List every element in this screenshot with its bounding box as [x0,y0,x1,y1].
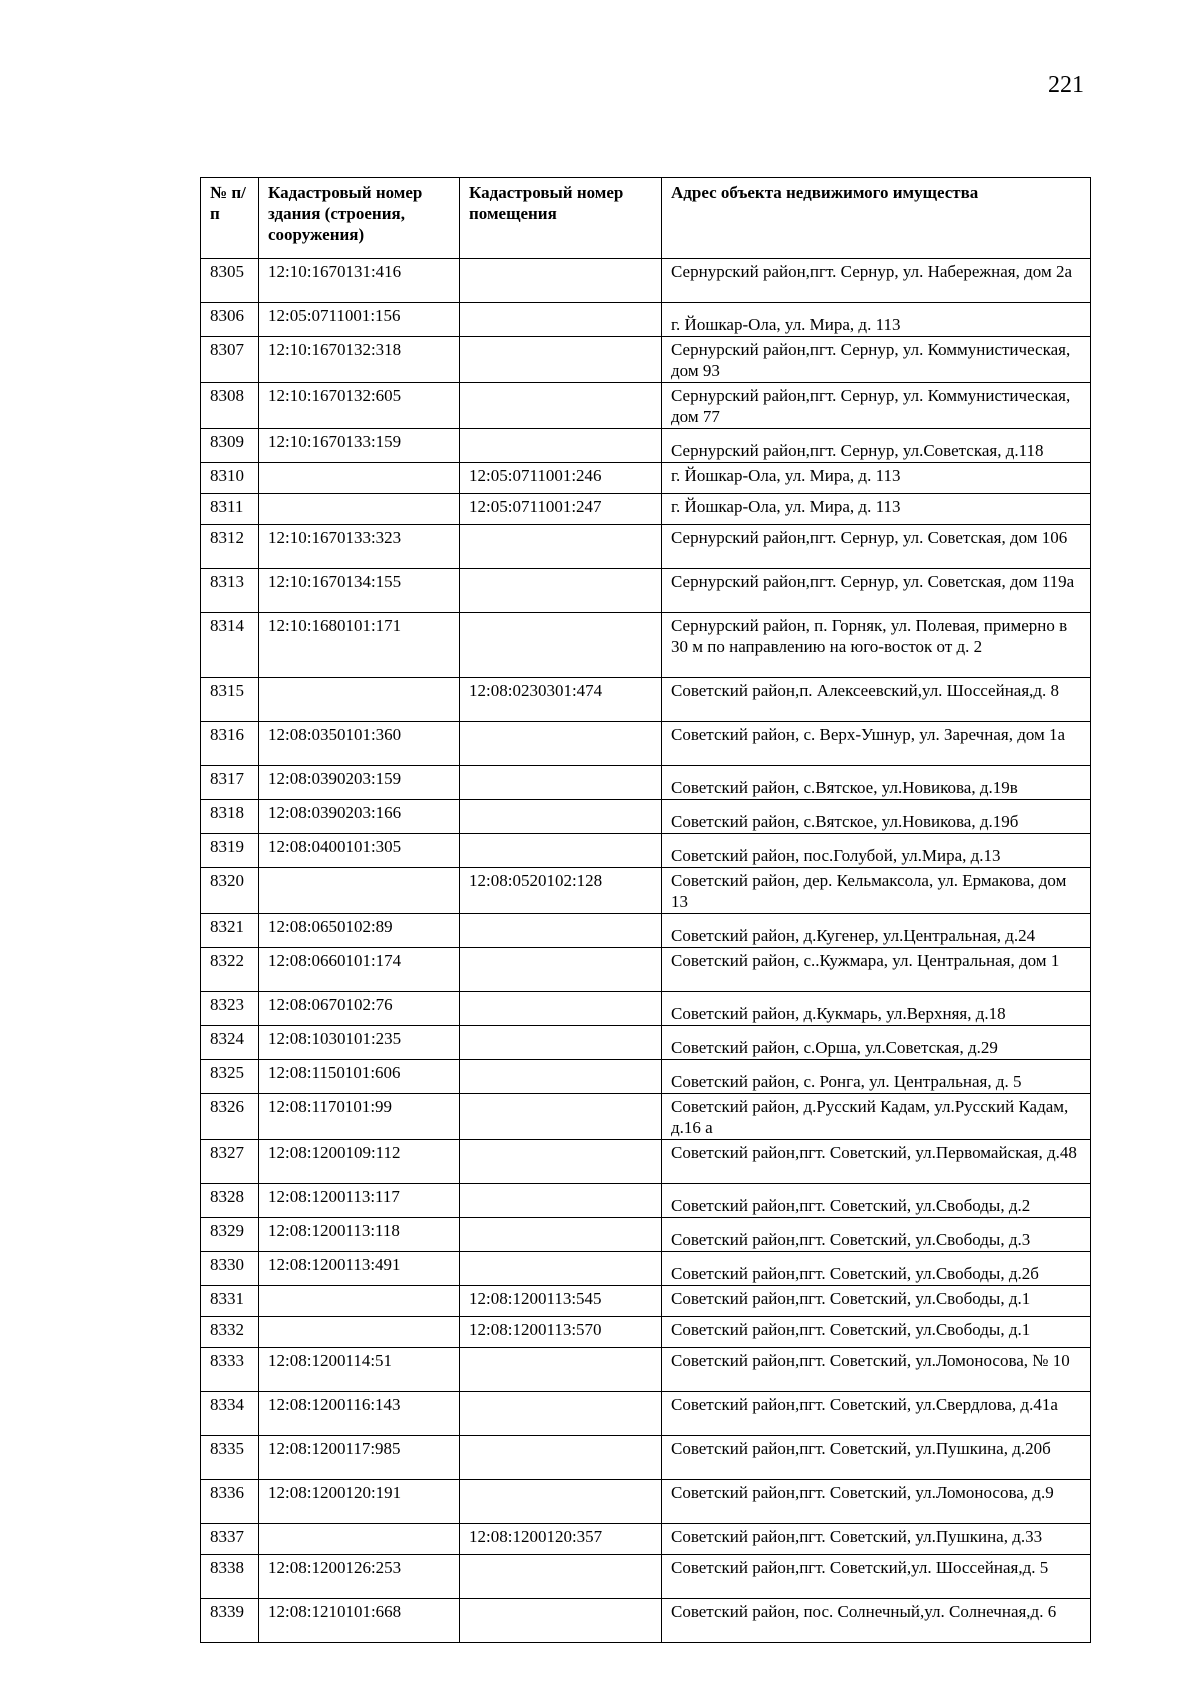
cell-building-cadastral [259,1286,460,1317]
cell-building-cadastral: 12:08:1210101:668 [259,1599,460,1643]
cell-building-cadastral: 12:08:1200117:985 [259,1436,460,1480]
cell-building-cadastral [259,494,460,525]
cell-num: 8337 [201,1524,259,1555]
cell-premise-cadastral [460,1555,662,1599]
cell-address: Сернурский район,пгт. Сернур, ул. Коммунистическая, дом 93 [662,337,1091,383]
cell-address: г. Йошкар-Ола, ул. Мира, д. 113 [662,303,1091,337]
header-premise-cadastral: Кадастровый номер помещения [460,178,662,259]
cell-premise-cadastral [460,1140,662,1184]
cell-premise-cadastral [460,1599,662,1643]
cell-address: Советский район, д.Кугенер, ул.Центральная, д.24 [662,914,1091,948]
cell-building-cadastral [259,868,460,914]
cell-premise-cadastral [460,303,662,337]
cell-building-cadastral: 12:08:0400101:305 [259,834,460,868]
cell-address: Советский район,пгт. Советский, ул.Свободы, д.3 [662,1218,1091,1252]
table-row [201,259,1091,303]
cell-address: Советский район,пгт. Советский, ул.Свободы, д.1 [662,1286,1091,1317]
cell-building-cadastral: 12:08:1200113:117 [259,1184,460,1218]
cell-building-cadastral: 12:08:1200113:118 [259,1218,460,1252]
cell-address: Советский район, с..Кужмара, ул. Центральная, дом 1 [662,948,1091,992]
cell-address: Советский район,пгт. Советский, ул.Первомайская, д.48 [662,1140,1091,1184]
cell-num: 8307 [201,337,259,383]
table-row [201,1140,1091,1184]
cell-address: Сернурский район,пгт. Сернур, ул.Советская, д.118 [662,429,1091,463]
cell-num: 8328 [201,1184,259,1218]
cell-building-cadastral: 12:10:1670132:318 [259,337,460,383]
header-building-cadastral: Кадастровый номер здания (строения, сооружения) [259,178,460,259]
cell-address: Советский район,пгт. Советский, ул.Ломоносова, д.9 [662,1480,1091,1524]
table-header-row [201,178,1091,259]
cell-building-cadastral [259,1524,460,1555]
cell-num: 8335 [201,1436,259,1480]
table-row [201,766,1091,800]
table-row [201,1252,1091,1286]
cell-num: 8318 [201,800,259,834]
cell-num: 8336 [201,1480,259,1524]
table-row [201,1436,1091,1480]
table-row [201,525,1091,569]
cell-building-cadastral: 12:08:1200113:491 [259,1252,460,1286]
cell-address: Советский район, с.Орша, ул.Советская, д.29 [662,1026,1091,1060]
cell-address: Советский район, пос. Солнечный,ул. Солнечная,д. 6 [662,1599,1091,1643]
cell-address: Советский район,пгт. Советский,ул. Шоссейная,д. 5 [662,1555,1091,1599]
cell-premise-cadastral [460,1060,662,1094]
cell-num: 8308 [201,383,259,429]
cell-num: 8323 [201,992,259,1026]
cell-building-cadastral: 12:10:1670133:323 [259,525,460,569]
cell-premise-cadastral [460,722,662,766]
cell-address: Советский район,пгт. Советский, ул.Ломоносова, № 10 [662,1348,1091,1392]
cell-premise-cadastral [460,613,662,678]
table-row [201,383,1091,429]
cell-num: 8316 [201,722,259,766]
cell-num: 8313 [201,569,259,613]
cell-num: 8312 [201,525,259,569]
cell-address: Советский район,пгт. Советский, ул.Свободы, д.2 [662,1184,1091,1218]
table-row [201,463,1091,494]
cell-premise-cadastral [460,1026,662,1060]
cell-building-cadastral: 12:10:1670131:416 [259,259,460,303]
cell-premise-cadastral [460,834,662,868]
cell-building-cadastral: 12:05:0711001:156 [259,303,460,337]
table-row [201,1286,1091,1317]
cell-building-cadastral: 12:08:0350101:360 [259,722,460,766]
cell-premise-cadastral [460,1252,662,1286]
cell-building-cadastral: 12:08:0390203:166 [259,800,460,834]
cell-num: 8327 [201,1140,259,1184]
table-row [201,1555,1091,1599]
cell-premise-cadastral [460,1094,662,1140]
cell-premise-cadastral [460,525,662,569]
cell-premise-cadastral [460,259,662,303]
cell-building-cadastral: 12:08:0650102:89 [259,914,460,948]
cell-num: 8325 [201,1060,259,1094]
cell-building-cadastral: 12:10:1670133:159 [259,429,460,463]
cell-num: 8305 [201,259,259,303]
cell-num: 8320 [201,868,259,914]
table-row [201,1026,1091,1060]
cell-address: Советский район, д.Русский Кадам, ул.Русский Кадам, д.16 а [662,1094,1091,1140]
cell-address: Советский район, д.Кукмарь, ул.Верхняя, д.18 [662,992,1091,1026]
cell-premise-cadastral [460,1480,662,1524]
cell-premise-cadastral [460,948,662,992]
cell-num: 8314 [201,613,259,678]
cell-num: 8324 [201,1026,259,1060]
table-row [201,569,1091,613]
cell-address: Сернурский район,пгт. Сернур, ул. Советская, дом 106 [662,525,1091,569]
cell-address: Сернурский район,пгт. Сернур, ул. Коммунистическая, дом 77 [662,383,1091,429]
cell-building-cadastral: 12:08:0660101:174 [259,948,460,992]
table-row [201,303,1091,337]
header-address: Адрес объекта недвижимого имущества [662,178,1091,259]
table-row [201,800,1091,834]
table-row [201,992,1091,1026]
cell-building-cadastral: 12:10:1680101:171 [259,613,460,678]
cell-num: 8326 [201,1094,259,1140]
property-table [200,177,1091,1643]
header-num: № п/п [201,178,259,259]
cell-address: г. Йошкар-Ола, ул. Мира, д. 113 [662,463,1091,494]
table-row [201,1392,1091,1436]
table-row [201,1094,1091,1140]
cell-num: 8334 [201,1392,259,1436]
cell-building-cadastral: 12:08:1170101:99 [259,1094,460,1140]
cell-premise-cadastral: 12:08:1200113:570 [460,1317,662,1348]
cell-address: Сернурский район,пгт. Сернур, ул. Набережная, дом 2а [662,259,1091,303]
cell-building-cadastral: 12:08:1150101:606 [259,1060,460,1094]
table-row [201,1480,1091,1524]
table-row [201,722,1091,766]
cell-num: 8333 [201,1348,259,1392]
cell-building-cadastral: 12:08:1200120:191 [259,1480,460,1524]
cell-address: Советский район, с.Вятское, ул.Новикова, д.19б [662,800,1091,834]
cell-premise-cadastral [460,429,662,463]
cell-premise-cadastral: 12:05:0711001:247 [460,494,662,525]
cell-premise-cadastral: 12:05:0711001:246 [460,463,662,494]
cell-num: 8317 [201,766,259,800]
cell-num: 8306 [201,303,259,337]
table-row [201,1184,1091,1218]
cell-premise-cadastral [460,1392,662,1436]
cell-address: Сернурский район,пгт. Сернур, ул. Советская, дом 119а [662,569,1091,613]
page-number: 221 [1048,72,1084,98]
cell-num: 8330 [201,1252,259,1286]
cell-address: Советский район,пгт. Советский, ул.Свободы, д.1 [662,1317,1091,1348]
cell-address: Советский район, с. Верх-Ушнур, ул. Заречная, дом 1а [662,722,1091,766]
cell-premise-cadastral [460,1348,662,1392]
cell-num: 8315 [201,678,259,722]
cell-num: 8329 [201,1218,259,1252]
cell-address: Советский район,пгт. Советский, ул.Пушкина, д.33 [662,1524,1091,1555]
cell-premise-cadastral: 12:08:1200120:357 [460,1524,662,1555]
cell-premise-cadastral [460,766,662,800]
cell-address: Советский район,пгт. Советский, ул.Пушкина, д.20б [662,1436,1091,1480]
cell-building-cadastral: 12:08:1200109:112 [259,1140,460,1184]
cell-address: Советский район, дер. Кельмаксола, ул. Ермакова, дом 13 [662,868,1091,914]
cell-num: 8311 [201,494,259,525]
table-row [201,1218,1091,1252]
table-row [201,1060,1091,1094]
table-row [201,678,1091,722]
cell-building-cadastral: 12:08:1030101:235 [259,1026,460,1060]
cell-building-cadastral [259,678,460,722]
cell-premise-cadastral [460,800,662,834]
cell-building-cadastral [259,1317,460,1348]
cell-num: 8309 [201,429,259,463]
table-row [201,1348,1091,1392]
table-row [201,948,1091,992]
cell-building-cadastral: 12:08:1200116:143 [259,1392,460,1436]
table-row [201,914,1091,948]
cell-premise-cadastral [460,914,662,948]
cell-building-cadastral [259,463,460,494]
cell-building-cadastral: 12:10:1670132:605 [259,383,460,429]
cell-num: 8339 [201,1599,259,1643]
cell-building-cadastral: 12:08:1200126:253 [259,1555,460,1599]
table-row [201,1524,1091,1555]
cell-address: Советский район, пос.Голубой, ул.Мира, д.13 [662,834,1091,868]
cell-num: 8319 [201,834,259,868]
table-row [201,337,1091,383]
cell-num: 8332 [201,1317,259,1348]
cell-premise-cadastral [460,569,662,613]
cell-address: Сернурский район, п. Горняк, ул. Полевая, примерно в 30 м по направлению на юго-восток от д. 2 [662,613,1091,678]
cell-address: Советский район,п. Алексеевский,ул. Шоссейная,д. 8 [662,678,1091,722]
cell-building-cadastral: 12:08:0390203:159 [259,766,460,800]
cell-num: 8321 [201,914,259,948]
cell-premise-cadastral [460,383,662,429]
table-row [201,429,1091,463]
cell-address: Советский район,пгт. Советский, ул.Свердлова, д.41а [662,1392,1091,1436]
cell-premise-cadastral [460,992,662,1026]
cell-address: Советский район,пгт. Советский, ул.Свободы, д.2б [662,1252,1091,1286]
table-row [201,834,1091,868]
table-row [201,613,1091,678]
cell-building-cadastral: 12:10:1670134:155 [259,569,460,613]
cell-num: 8310 [201,463,259,494]
cell-premise-cadastral: 12:08:0520102:128 [460,868,662,914]
cell-building-cadastral: 12:08:1200114:51 [259,1348,460,1392]
cell-address: Советский район, с.Вятское, ул.Новикова, д.19в [662,766,1091,800]
cell-building-cadastral: 12:08:0670102:76 [259,992,460,1026]
table-row [201,1317,1091,1348]
table-row [201,494,1091,525]
cell-premise-cadastral [460,337,662,383]
cell-num: 8338 [201,1555,259,1599]
cell-premise-cadastral: 12:08:1200113:545 [460,1286,662,1317]
cell-premise-cadastral: 12:08:0230301:474 [460,678,662,722]
cell-premise-cadastral [460,1436,662,1480]
cell-premise-cadastral [460,1184,662,1218]
cell-num: 8331 [201,1286,259,1317]
cell-address: Советский район, с. Ронга, ул. Центральная, д. 5 [662,1060,1091,1094]
cell-address: г. Йошкар-Ола, ул. Мира, д. 113 [662,494,1091,525]
cell-premise-cadastral [460,1218,662,1252]
table-row [201,1599,1091,1643]
cell-num: 8322 [201,948,259,992]
table-row [201,868,1091,914]
